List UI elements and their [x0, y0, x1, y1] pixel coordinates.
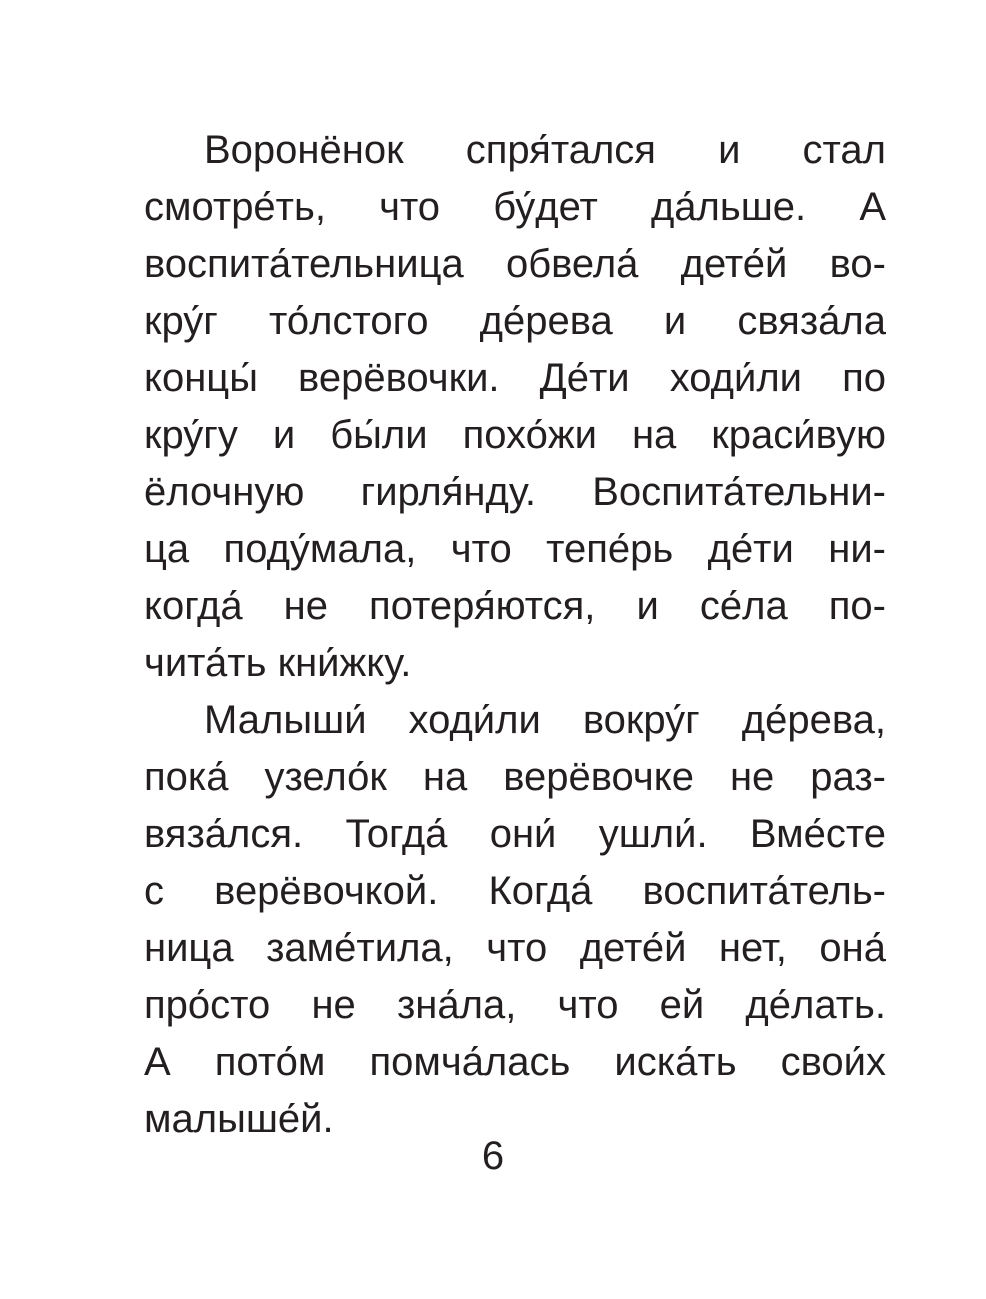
- text-line: вяза́лся. Тогда́ они́ ушли́. Вме́сте: [144, 812, 886, 856]
- text-line: чита́ть кни́жку.: [144, 641, 412, 685]
- text-line: когда́ не потеря́ются, и се́ла по-: [144, 584, 886, 628]
- text-line: про́сто не зна́ла, что ей де́лать.: [144, 983, 886, 1027]
- text-line: концы́ верёвочки. Де́ти ходи́ли по: [144, 356, 886, 400]
- text-line: ница заме́тила, что дете́й нет, она́: [144, 926, 886, 970]
- body-text: [144, 122, 886, 1148]
- text-line: пока́ узело́к на верёвочке не раз-: [144, 755, 886, 799]
- text-line: кру́гу и бы́ли похо́жи на краси́вую: [144, 413, 886, 457]
- text-line: смотре́ть, что бу́дет да́льше. А: [144, 185, 886, 229]
- page-number: 6: [481, 1134, 505, 1178]
- text-line: кру́г то́лстого де́рева и связа́ла: [144, 299, 886, 343]
- text-line: Малыши́ ходи́ли вокру́г де́рева,: [204, 698, 886, 742]
- text-line: А пото́м помча́лась иска́ть свои́х: [144, 1040, 886, 1084]
- text-line: ца поду́мала, что тепе́рь де́ти ни-: [144, 527, 886, 571]
- paragraph-2: [144, 692, 886, 1148]
- text-line: с верёвочкой. Когда́ воспита́тель-: [144, 869, 886, 913]
- text-line: Воронёнок спря́тался и стал: [204, 128, 886, 172]
- text-line: малыше́й.: [144, 1097, 334, 1141]
- text-line: ёлочную гирля́нду. Воспита́тельни-: [144, 470, 886, 514]
- paragraph-1: [144, 122, 886, 692]
- text-line: воспита́тельница обвела́ дете́й во-: [144, 242, 886, 286]
